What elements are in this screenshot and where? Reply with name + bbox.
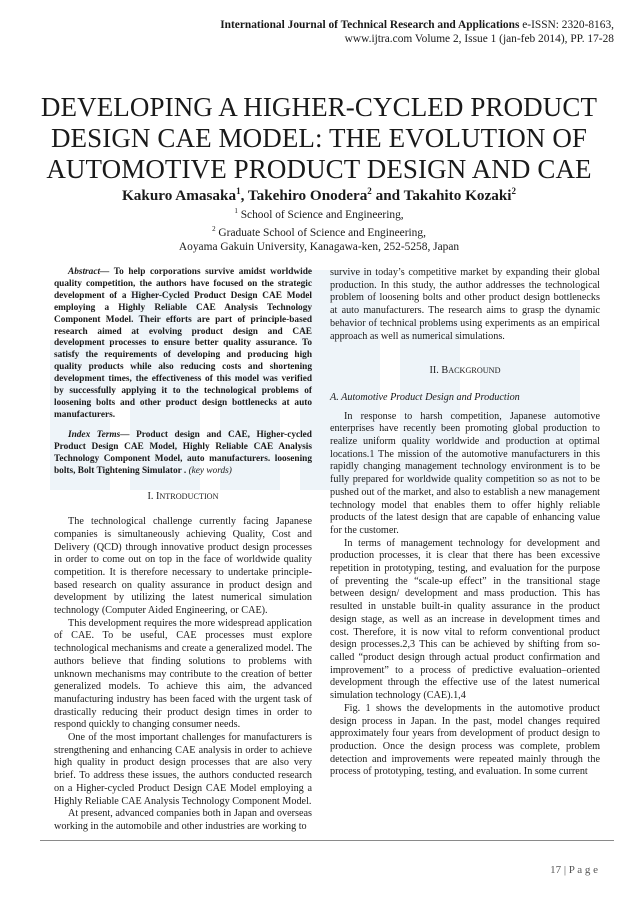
journal-header (54, 18, 614, 46)
author-list (20, 186, 618, 205)
page-number: 17 | P a g e (550, 864, 598, 876)
author-affil-sup: 2 (511, 186, 516, 196)
paragraph: survive in today’s competitive market by expanding their global production. In this study, the author addresses the technological problem of loosening bolts and other product design bottlenecks at auto manufacturers. The research aims to grasp the dynamic behavior of technical problems using experiments as an empirical approach as well as numerical simulations. (330, 267, 600, 342)
paragraph: Fig. 1 shows the developments in the automotive product design process in Japan. In the past, model changes required approximately four years from development of product design to production. Once the design process was complete, problem detection and improvements were repeated mainly through the process of prototyping, testing, and evaluation. In some current (330, 702, 600, 778)
affiliations (20, 204, 618, 254)
abstract-text: To help corporations survive amidst worldwide quality competition, the authors have focused on the strategic development of a Higher-Cycled Product Design CAE Model employing a Highly Reliable CAE Analysis Technology Component Model. Their efforts are part of principle-based research aimed at evolving product design and CAE development processes to ensure better quality assurance. To satisfy the requirements of developing and producing high quality products while also reducing costs and shortening development times, the effectiveness of this model was verified by successfully applying it to the technological problems of loosening bolts and other product design bottlenecks at auto manufacturers. (54, 267, 312, 420)
section-title: NTRODUCTION (159, 492, 219, 502)
section-number: II. B (429, 365, 449, 377)
section-title: ACKGROUND (448, 366, 501, 376)
section-heading (54, 491, 312, 504)
index-terms-note: (key words) (188, 465, 232, 476)
abstract (54, 267, 312, 422)
paper-title: DEVELOPING A HIGHER-CYCLED PRODUCT DESIGN CAE MODEL: THE EVOLUTION OF AUTOMOTIVE PRODUCT DESIGN AND CAE (40, 92, 598, 184)
paragraph: The technological challenge currently facing Japanese companies is simultaneously achieving Quality, Cost and Delivery (QCD) through innovative product design processes in order to come out on top in the face of worldwide quality competition. It is therefore necessary to undertake principle-based research on quality assurance in product design and development by utilizing the latest numerical simulation technology (Computer Aided Engineering, or CAE). (54, 516, 312, 617)
paragraph: At present, advanced companies both in Japan and overseas working in the automobile and other industries are working to (54, 808, 312, 832)
index-terms-text: Product design and CAE, Higher-cycled Product Design CAE Model, Highly Reliable CAE Analysis Technology Component Model, auto manufacturers. loosening bolts, Bolt Tightening Simulator . (54, 429, 312, 476)
journal-name: International Journal of Technical Research and Applications (220, 19, 520, 31)
paragraph: In response to harsh competition, Japanese automotive enterprises have recently been promoting global production to realize uniform quality worldwide and production at optimal locations.1 The mission of the automotive manufacturers in this rapidly changing management technology environment is to be fully prepared for worldwide quality competition so as not to be pushed out of the market, and also to establish a new management technology model that enables them to offer highly reliable products of the latest design that are capable of enhancing value for the customer. (330, 410, 600, 536)
author-name: , Takehiro Onodera (240, 187, 368, 205)
journal-volume: www.ijtra.com Volume 2, Issue 1 (jan-feb 2014), PP. 17-28 (344, 33, 614, 45)
footer-rule (40, 840, 614, 841)
left-column (54, 267, 312, 834)
journal-issn: e-ISSN: 2320-8163, (519, 19, 614, 31)
affiliation-line: School of Science and Engineering, (237, 208, 404, 221)
index-terms (54, 430, 312, 478)
affil-sup: 2 (212, 224, 216, 233)
paragraph: This development requires the more widespread application of CAE. To be useful, CAE processes must explore technological mechanisms and create a generalized model. The authors believe that finding solutions to problems with unknown mechanisms may contribute to the creation of better generalized models. To achieve this aim, the advanced manufacturing industry has been faced with the urgent task of drastically reducing their product design times in order to respond quickly to changing consumer needs. (54, 617, 312, 731)
affiliation-line: Graduate School of Science and Engineering, (215, 226, 426, 239)
right-column (330, 267, 600, 779)
affiliation-line: Aoyama Gakuin University, Kanagawa-ken, 252-5258, Japan (178, 240, 460, 253)
author-name: Kakuro Amasaka (121, 187, 237, 205)
section-heading (330, 365, 600, 378)
abstract-lead: Abstract— (68, 267, 110, 277)
author-name: and Takahito Kozaki (371, 187, 512, 205)
author-affil-sup: 2 (367, 186, 372, 196)
paragraph: In terms of management technology for development and production processes, it is clear that there has been excessive repetition in prototyping, testing, and evaluation for the purpose of preventing the “scale-up effect” in the transitional stage between design/ development and mass production. This has resulted in unstable built-in quality assurance in the product design stage, as well as an increase in development times and cost. Therefore, it is now vital to reform conventional product design processes.2,3 This can be achieved by shifting from so-called “product design through actual product confirmation and improvement” to a process of predictive evaluation–oriented development through the effective use of the latest numerical simulation technology (CAE).1,4 (330, 537, 600, 702)
author-affil-sup: 1 (236, 186, 241, 196)
paragraph: One of the most important challenges for manufacturers is strengthening and enhancing CAE analysis in order to achieve high quality in product design processes that are also very brief. To address these issues, the authors conducted research on a Higher-cycled Product Design CAE Model employing a Highly Reliable CAE Analysis Technology Component Model. (54, 732, 312, 807)
index-terms-lead: Index Terms— (68, 429, 130, 440)
affil-sup: 1 (234, 207, 238, 215)
subsection-heading: A. Automotive Product Design and Production (330, 391, 520, 403)
section-number: I. I (147, 491, 160, 503)
